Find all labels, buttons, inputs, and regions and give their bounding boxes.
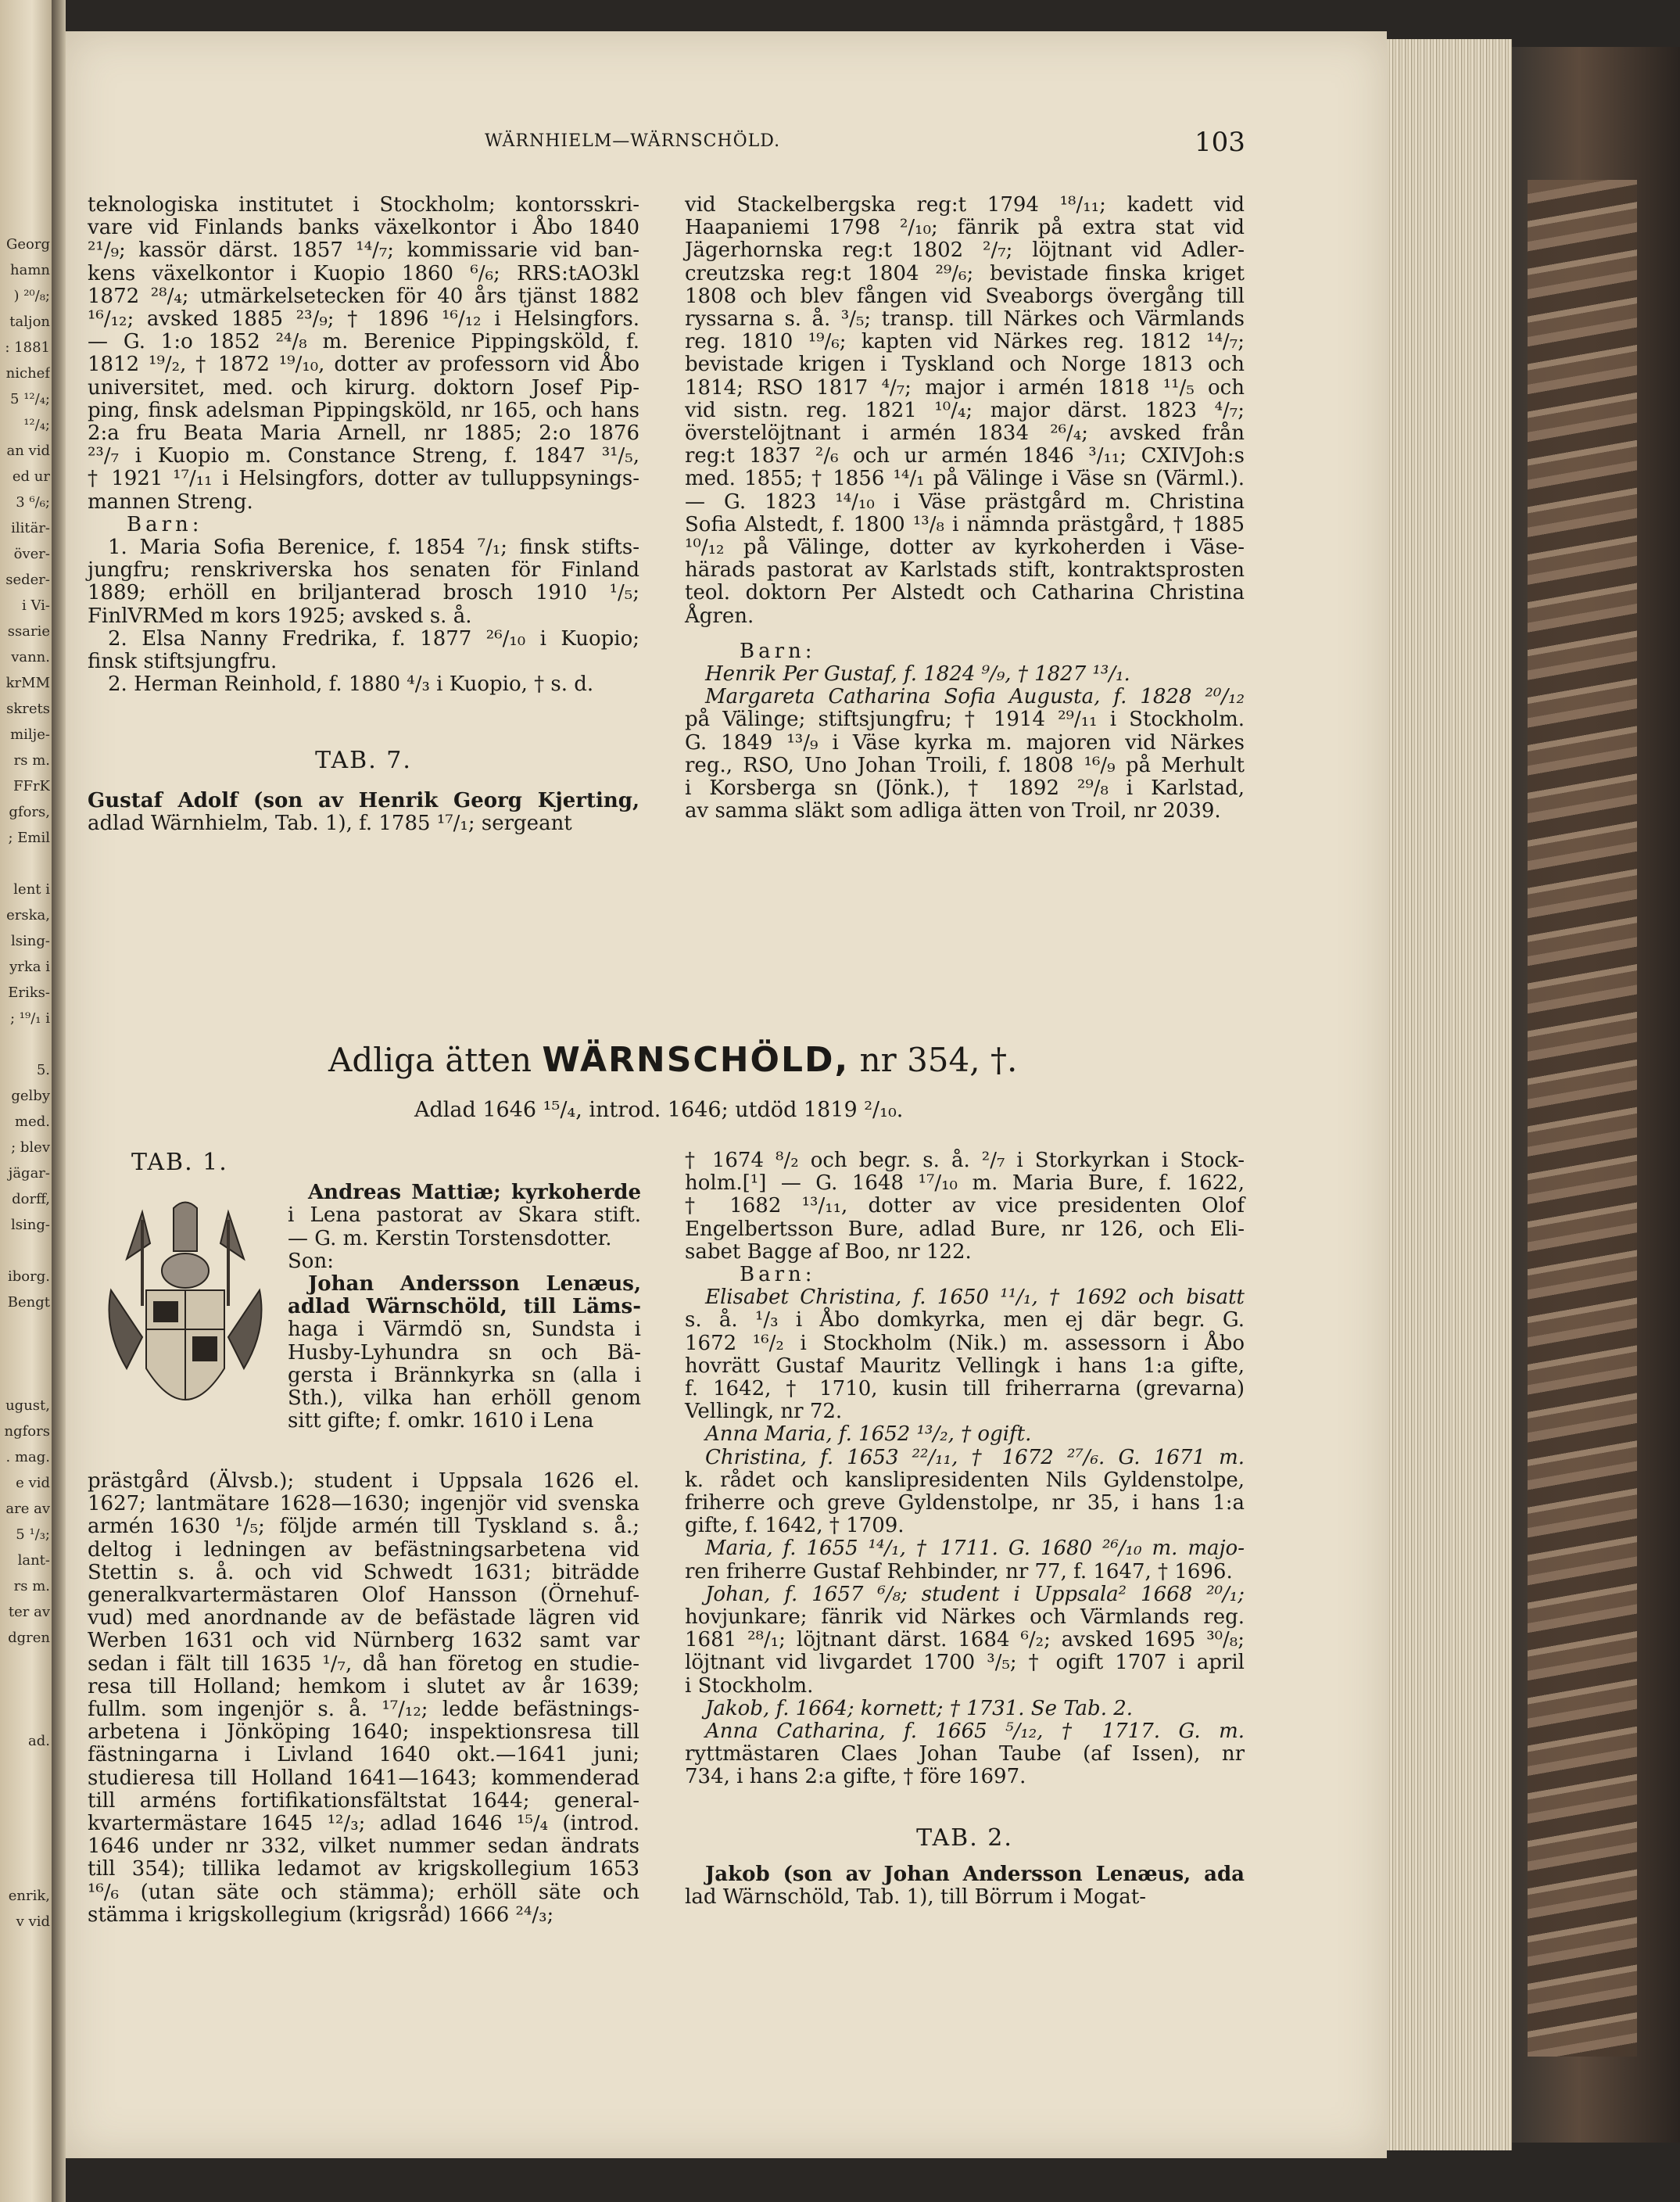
margin-fragment bbox=[0, 1809, 50, 1834]
tab6-line: 1812 ¹⁹/₂, † 1872 ¹⁹/₁₀, dotter av professorn vid Åbo bbox=[88, 353, 639, 377]
tab1-line: till 354); tillika ledamot av krigskollegium 1653 bbox=[88, 1857, 639, 1881]
family-subtitle: Adlad 1646 ¹⁵/₄, introd. 1646; utdöd 1819 ²/₁₀. bbox=[414, 1098, 904, 1122]
child-entry-line: jungfru; renskriverska hos senaten för Finland bbox=[88, 558, 639, 583]
tab6-line: ²¹/₉; kassör därst. 1857 ¹⁴/₇; kommissarie vid ban- bbox=[88, 238, 639, 263]
tab2-line: Jakob (son av Johan Andersson Lenæus, ada bbox=[705, 1862, 1245, 1886]
tab1-line: studieresa till Holland 1641—1643; kommenderad bbox=[88, 1766, 639, 1790]
margin-fragment: rs m. bbox=[13, 752, 50, 769]
margin-fragment: milje- bbox=[10, 726, 50, 743]
child-entry-line: friherre och greve Gyldenstolpe, nr 35, i hans 1:a bbox=[685, 1491, 1245, 1515]
tab1-line: Johan Andersson Lenæus, bbox=[308, 1272, 641, 1296]
tab1-line: kvartermästare 1645 ¹²/₃; adlad 1646 ¹⁵/₄ (introd. bbox=[88, 1812, 639, 1836]
tab1-line: fullm. som ingenjör s. å. ¹⁷/₁₂; ledde befästnings- bbox=[88, 1698, 639, 1722]
margin-fragment: ¹²/₄; bbox=[23, 417, 50, 433]
column-bottom-right bbox=[685, 1149, 1245, 1909]
tab1-line: holm.[¹] — G. 1648 ¹⁷/₁₀ m. Maria Bure, f. 1622, bbox=[685, 1171, 1245, 1196]
tab1-narrow-text bbox=[288, 1182, 641, 1433]
tab6-line: ²³/₇ i Kuopio m. Constance Streng, f. 1847 ³¹/₅, bbox=[88, 444, 639, 468]
margin-fragment bbox=[0, 1860, 50, 1886]
child-entry-line: Anna Catharina, f. 1665 ⁵/₁₂, † 1717. G. m. bbox=[705, 1720, 1245, 1744]
tab1-line: 1627; lantmätare 1628—1630; ingenjör vid svenska bbox=[88, 1492, 639, 1516]
tab7-line: teol. doktorn Per Alstedt och Catharina Christina bbox=[685, 581, 1245, 605]
child-entry-line: 1889; erhöll en briljanterad brosch 1910 ¹/₅; bbox=[88, 581, 639, 605]
child-entry-line: 1681 ²⁸/₁; löjtnant därst. 1684 ⁶/₂; avsked 1695 ³⁰/₈; bbox=[685, 1628, 1245, 1652]
margin-fragment: hamn bbox=[10, 262, 50, 278]
tab7-line: med. 1855; † 1856 ¹⁴/₁ på Välinge i Väse sn (Värml.). bbox=[685, 467, 1245, 491]
tab1-line: Andreas Mattiæ; kyrkoherde bbox=[308, 1181, 641, 1205]
tab1-line: sedan i fält till 1635 ¹/₇, då han företog en studie- bbox=[88, 1652, 639, 1676]
column-top-left bbox=[88, 194, 639, 835]
tab7-line: reg:t 1837 ²/₆ och ur armén 1846 ³/₁₁; CXIVJoh:s bbox=[685, 444, 1245, 468]
margin-fragment: Georg bbox=[6, 236, 50, 253]
margin-fragment: ) ²⁰/₈; bbox=[13, 288, 50, 304]
child-entry-line: Maria, f. 1655 ¹⁴/₁, † 1711. G. 1680 ²⁶/₁₀ m. majo- bbox=[705, 1537, 1245, 1561]
child-entry-line: FinlVRMed m kors 1925; avsked s. å. bbox=[88, 604, 472, 628]
margin-fragment: ugust, bbox=[5, 1397, 50, 1414]
child-entry-line: Johan, f. 1657 ⁶/₈; student i Uppsala² 1668 ²⁰/₁; bbox=[705, 1582, 1245, 1606]
margin-fragment: lant- bbox=[17, 1552, 50, 1569]
tab2-text bbox=[685, 1863, 1245, 1909]
tab6-line: ¹⁶/₁₂; avsked 1885 ²³/₉; † 1896 ¹⁶/₁₂ i Helsingfors. bbox=[88, 307, 639, 332]
margin-fragment: rs m. bbox=[13, 1578, 50, 1594]
tab7-line: Ågren. bbox=[685, 604, 754, 628]
running-title: WÄRNHIELM—WÄRNSCHÖLD. bbox=[485, 131, 781, 151]
margin-fragment: dgren bbox=[8, 1630, 50, 1646]
child-entry-line: 1. Maria Sofia Berenice, f. 1854 ⁷/₁; finsk stifts- bbox=[108, 536, 639, 560]
tab1-line: Stettin s. å. och vid Schwedt 1631; biträdde bbox=[88, 1560, 639, 1584]
tab1-line: 1646 under nr 332, vilket nummer sedan ändrats bbox=[88, 1834, 639, 1859]
tab1-line: haga i Värmdö sn, Sundsta i bbox=[288, 1318, 641, 1342]
margin-fragment: Bengt bbox=[7, 1294, 50, 1311]
child-entry-line: Anna Maria, f. 1652 ¹³/₂, † ogift. bbox=[705, 1422, 1032, 1447]
tab1-line: resa till Holland; hemkom i slutet av år 1639; bbox=[88, 1674, 639, 1698]
child-entry-line: i Stockholm. bbox=[685, 1673, 814, 1698]
tab7-heading: TAB. 7. bbox=[315, 747, 412, 775]
tab7-line: adlad Wärnhielm, Tab. 1), f. 1785 ¹⁷/₁; sergeant bbox=[88, 811, 572, 835]
margin-fragment: v vid bbox=[16, 1913, 50, 1930]
child-entry-line: 1672 ¹⁶/₂ i Stockholm (Nik.) m. assessorn i Åbo bbox=[685, 1331, 1245, 1355]
left-page-margin-text bbox=[0, 235, 50, 1938]
margin-fragment bbox=[0, 1344, 50, 1370]
margin-fragment: ilitär- bbox=[11, 520, 50, 536]
margin-fragment: vann. bbox=[11, 649, 50, 665]
child-entry-line: gifte, f. 1642, † 1709. bbox=[685, 1514, 904, 1538]
book-gutter bbox=[52, 0, 66, 2202]
tab6-line: universitet, med. och kirurg. doktorn Josef Pip- bbox=[88, 375, 639, 400]
tab1-wide-block bbox=[88, 1470, 639, 1927]
tab6-children bbox=[88, 536, 639, 696]
tab1-line: sabet Bagge af Boo, nr 122. bbox=[685, 1239, 972, 1264]
tab1-line: gersta i Brännkyrka sn (alla i bbox=[288, 1363, 641, 1387]
margin-fragment: lent i bbox=[13, 881, 50, 898]
barn-heading: Barn: bbox=[740, 639, 816, 663]
tab6-line: † 1921 ¹⁷/₁₁ i Helsingfors, dotter av tulluppsynings- bbox=[88, 467, 639, 491]
margin-fragment bbox=[0, 1318, 50, 1344]
tab1-line: till arméns fortifikationsfältstat 1644; general- bbox=[88, 1788, 639, 1813]
margin-fragment: i Vi- bbox=[22, 597, 50, 614]
tab1-line: stämma i krigskollegium (krigsråd) 1666 ²⁴/₃; bbox=[88, 1903, 554, 1927]
child-entry-line: ren friherre Gustaf Rehbinder, nr 77, f. 1647, † 1696. bbox=[685, 1559, 1233, 1583]
margin-fragment: 3 ⁶/₆; bbox=[16, 494, 50, 511]
tab7-line: reg. 1810 ¹⁹/₆; kapten vid Närkes reg. 1812 ¹⁴/₇; bbox=[685, 330, 1245, 354]
book-cover bbox=[1512, 47, 1680, 2143]
margin-fragment: ter av bbox=[8, 1604, 50, 1620]
margin-fragment: ssarie bbox=[7, 623, 50, 640]
left-page-fragment bbox=[0, 0, 53, 2202]
tab6-line: 2:a fru Beata Maria Arnell, nr 1885; 2:o 1876 bbox=[88, 421, 639, 446]
margin-fragment: gfors, bbox=[9, 804, 50, 820]
child-entry-line: 734, i hans 2:a gifte, † före 1697. bbox=[685, 1765, 1026, 1789]
child-entry-line: reg., RSO, Uno Johan Troili, f. 1808 ¹⁶/₉ på Merhult bbox=[685, 753, 1245, 777]
tab7-continuation bbox=[685, 194, 1245, 628]
tab6-line: — G. 1:o 1852 ²⁴/₈ m. Berenice Pippingsköld, f. bbox=[88, 330, 639, 354]
margin-fragment: dorff, bbox=[12, 1191, 50, 1207]
tab7-line: vid Stackelbergska reg:t 1794 ¹⁸/₁₁; kadett vid bbox=[685, 193, 1245, 217]
margin-fragment bbox=[0, 1654, 50, 1680]
tab7-line: 1808 och blev fången vid Sveaborgs övergång till bbox=[685, 284, 1245, 308]
child-entry-line: Vellingk, nr 72. bbox=[685, 1400, 843, 1424]
margin-fragment: taljon bbox=[9, 314, 50, 330]
margin-fragment bbox=[0, 1705, 50, 1731]
tab7-line: Haapaniemi 1798 ²/₁₀; fänrik på extra stat vid bbox=[685, 216, 1245, 240]
tab7-line: bevistade krigen i Tyskland och Norge 1813 och bbox=[685, 353, 1245, 377]
title-suffix: nr 354, †. bbox=[859, 1041, 1018, 1079]
margin-fragment: are av bbox=[5, 1501, 50, 1517]
tab7-line: Gustaf Adolf (son av Henrik Georg Kjerting, bbox=[88, 788, 639, 812]
title-prefix: Adliga ätten bbox=[328, 1041, 532, 1079]
family-section-title bbox=[328, 1040, 1017, 1080]
tab7-text bbox=[88, 790, 639, 835]
tab1-narrow-block bbox=[131, 1149, 641, 1433]
margin-fragment: an vid bbox=[6, 443, 50, 459]
tab1-line: prästgård (Älvsb.); student i Uppsala 1626 el. bbox=[88, 1469, 639, 1493]
tab1-line: Husby-Lyhundra sn och Bä- bbox=[288, 1340, 641, 1365]
tab1-line: generalkvartermästaren Olof Hansson (Örnehuf- bbox=[88, 1583, 639, 1608]
margin-fragment: iborg. bbox=[8, 1268, 50, 1285]
tab6-line: mannen Streng. bbox=[88, 490, 253, 514]
page-edges bbox=[1387, 39, 1512, 2150]
tab1-line: Son: bbox=[288, 1249, 334, 1273]
child-entry-line: finsk stiftsjungfru. bbox=[88, 650, 278, 674]
tab7-line: överstelöjtnant i armén 1834 ²⁶/₄; avsked från bbox=[685, 421, 1245, 446]
barn-heading: Barn: bbox=[740, 1263, 816, 1287]
tab1-line: Werben 1631 och vid Nürnberg 1632 samt var bbox=[88, 1629, 639, 1653]
margin-fragment: : 1881 bbox=[5, 339, 50, 356]
tab7-line: ryssarna s. å. ³/₅; transp. till Närkes och Värmlands bbox=[685, 307, 1245, 332]
tab7-line: härads pastorat av Karlstads stift, kontraktsprosten bbox=[685, 558, 1245, 583]
tab1-line: — G. m. Kerstin Torstensdotter. bbox=[288, 1226, 612, 1250]
margin-fragment: 5. bbox=[36, 1062, 50, 1078]
tab2-line: lad Wärnschöld, Tab. 1), till Börrum i Mogat- bbox=[685, 1885, 1147, 1910]
margin-fragment: nichef bbox=[5, 365, 50, 382]
margin-fragment: e vid bbox=[16, 1475, 50, 1491]
tab1-line: deltog i ledningen av befästningsarbetena vid bbox=[88, 1537, 639, 1562]
family-name: WÄRNSCHÖLD, bbox=[542, 1040, 850, 1080]
tab6-line: 1872 ²⁸/₄; utmärkelsetecken för 40 års tjänst 1882 bbox=[88, 284, 639, 308]
tab6-line: ping, finsk adelsman Pippingsköld, nr 165, och hans bbox=[88, 398, 639, 422]
margin-fragment: ad. bbox=[28, 1733, 50, 1749]
tab1-heading: TAB. 1. bbox=[131, 1149, 228, 1176]
margin-fragment: ngfors bbox=[4, 1423, 50, 1440]
tab7-line: — G. 1823 ¹⁴/₁₀ i Väse prästgård m. Christina bbox=[685, 490, 1245, 514]
tab1-line: sitt gifte; f. omkr. 1610 i Lena bbox=[288, 1409, 594, 1433]
margin-fragment bbox=[0, 1680, 50, 1705]
margin-fragment: jägar- bbox=[8, 1165, 50, 1182]
tab1-children bbox=[685, 1286, 1245, 1788]
child-entry-line: ryttmästaren Claes Johan Taube (af Issen), nr bbox=[685, 1742, 1245, 1766]
margin-fragment bbox=[0, 1783, 50, 1809]
child-entry-line: Christina, f. 1653 ²²/₁₁, † 1672 ²⁷/₆. G. 1671 m. bbox=[705, 1445, 1245, 1469]
tab6-line: teknologiska institutet i Stockholm; kontorsskri- bbox=[88, 193, 639, 217]
tab1-line: vud) med anordnande av de befästade lägren vid bbox=[88, 1606, 639, 1630]
child-entry-line: hovrätt Gustaf Mauritz Vellingk i hans 1:a gifte, bbox=[685, 1354, 1245, 1378]
margin-fragment: 5 ¹/₃; bbox=[16, 1526, 50, 1543]
child-entry-line: löjtnant vid livgardet 1700 ³/₅; † ogift 1707 i april bbox=[685, 1651, 1245, 1675]
tab6-continuation bbox=[88, 194, 639, 514]
margin-fragment: seder- bbox=[5, 572, 50, 588]
margin-fragment: ; blev bbox=[11, 1139, 50, 1156]
tab1-continuation bbox=[685, 1149, 1245, 1264]
child-entry-line: i Korsberga sn (Jönk.), † 1892 ²⁹/₈ i Karlstad, bbox=[685, 776, 1245, 801]
tab1-line: † 1682 ¹³/₁₁, dotter av vice presidenten Olof bbox=[685, 1194, 1245, 1218]
coat-of-arms-image bbox=[95, 1196, 275, 1439]
child-entry-line: 2. Elsa Nanny Fredrika, f. 1877 ²⁶/₁₀ i Kuopio; bbox=[108, 626, 639, 651]
margin-fragment: lsing- bbox=[11, 1217, 50, 1233]
tab1-line: adlad Wärnschöld, till Läms- bbox=[288, 1295, 641, 1319]
margin-fragment: skrets bbox=[6, 701, 50, 717]
tab7-children bbox=[685, 663, 1245, 823]
tab6-line: vare vid Finlands banks växelkontor i Åbo 1840 bbox=[88, 216, 639, 240]
child-entry-line: på Välinge; stiftsjungfru; † 1914 ²⁹/₁₁ i Stockholm. bbox=[685, 708, 1245, 732]
margin-fragment: yrka i bbox=[9, 959, 50, 975]
tab1-line: fästningarna i Livland 1640 okt.—1641 juni; bbox=[88, 1743, 639, 1767]
tab7-line: ¹⁰/₁₂ på Välinge, dotter av kyrkoherden i Väse- bbox=[685, 536, 1245, 560]
margin-fragment: . mag. bbox=[5, 1449, 50, 1465]
tab7-line: Jägerhornska reg:t 1802 ²/₇; löjtnant vid Adler- bbox=[685, 238, 1245, 263]
tab1-line: † 1674 ⁸/₂ och begr. s. å. ²/₇ i Storkyrkan i Stock- bbox=[685, 1149, 1245, 1172]
tab1-line: Engelbertsson Bure, adlad Bure, nr 126, och Eli- bbox=[685, 1217, 1245, 1241]
child-entry-line: 2. Herman Reinhold, f. 1880 ⁴/₃ i Kuopio, † s. d. bbox=[108, 672, 594, 697]
page-number: 103 bbox=[1195, 127, 1245, 158]
child-entry-line: Margareta Catharina Sofia Augusta, f. 1828 ²⁰/₁₂ bbox=[705, 685, 1245, 709]
child-entry-line: av samma släkt som adliga ätten von Troil, nr 2039. bbox=[685, 799, 1221, 823]
barn-heading: Barn: bbox=[127, 512, 203, 536]
child-entry-line: s. å. ¹/₃ i Åbo domkyrka, men ej där begr. G. bbox=[685, 1308, 1245, 1332]
margin-fragment: ed ur bbox=[12, 468, 50, 485]
margin-fragment bbox=[0, 1757, 50, 1783]
tab1-wide-text bbox=[88, 1470, 639, 1927]
margin-fragment: över- bbox=[13, 546, 50, 562]
margin-fragment: ; ¹⁹/₁ i bbox=[10, 1010, 50, 1027]
child-entry-line: Elisabet Christina, f. 1650 ¹¹/₁, † 1692 och bisatt bbox=[705, 1286, 1245, 1310]
tab1-line: armén 1630 ¹/₅; följde armén till Tyskland s. å.; bbox=[88, 1515, 639, 1539]
margin-fragment: erska, bbox=[6, 907, 50, 923]
child-entry-line: k. rådet och kanslipresidenten Nils Gyldenstolpe, bbox=[685, 1468, 1245, 1492]
column-top-right bbox=[685, 194, 1245, 823]
child-entry-line: f. 1642, † 1710, kusin till friherrarna (grevarna) bbox=[685, 1377, 1245, 1401]
margin-fragment bbox=[0, 1241, 50, 1267]
margin-fragment: ; Emil bbox=[8, 830, 50, 846]
child-entry-line: G. 1849 ¹³/₉ i Väse kyrka m. majoren vid Närkes bbox=[685, 730, 1245, 755]
child-entry-line: Henrik Per Gustaf, f. 1824 ⁹/₉, † 1827 ¹³/₁. bbox=[705, 662, 1130, 687]
tab2-heading: TAB. 2. bbox=[916, 1824, 1013, 1852]
margin-fragment: gelby bbox=[11, 1088, 50, 1104]
margin-fragment bbox=[0, 1834, 50, 1860]
margin-fragment: med. bbox=[15, 1114, 50, 1130]
tab1-line: ¹⁶/₆ (utan säte och stämma); erhöll säte och bbox=[88, 1880, 639, 1904]
child-entry-line: hovjunkare; fänrik vid Närkes och Värmlands reg. bbox=[685, 1605, 1245, 1630]
child-entry-line: Jakob, f. 1664; kornett; † 1731. Se Tab. 2. bbox=[705, 1696, 1134, 1720]
margin-fragment: lsing- bbox=[11, 933, 50, 949]
tab7-line: 1814; RSO 1817 ⁴/₇; major i armén 1818 ¹¹/₅ och bbox=[685, 375, 1245, 400]
margin-fragment bbox=[0, 1370, 50, 1396]
tab7-line: vid sistn. reg. 1821 ¹⁰/₄; major därst. 1823 ⁴/₇; bbox=[685, 398, 1245, 422]
tab7-line: Sofia Alstedt, f. 1800 ¹³/₈ i nämnda prästgård, † 1885 bbox=[685, 512, 1245, 536]
margin-fragment: FFrK bbox=[13, 778, 50, 794]
margin-fragment bbox=[0, 854, 50, 880]
margin-fragment: 5 ¹²/₄; bbox=[10, 391, 50, 407]
tab1-line: arbetena i Jönköping 1640; inspektionsresa till bbox=[88, 1720, 639, 1745]
tab1-line: i Lena pastorat av Skara stift. bbox=[288, 1203, 641, 1228]
margin-fragment bbox=[0, 1035, 50, 1060]
tab6-line: kens växelkontor i Kuopio 1860 ⁶/₆; RRS:tAO3kl bbox=[88, 261, 639, 285]
tab1-line: Sth.), vilka han erhöll genom bbox=[288, 1386, 641, 1411]
margin-fragment: enrik, bbox=[8, 1888, 50, 1904]
margin-fragment: Eriks- bbox=[8, 984, 50, 1001]
tab7-line: creutzska reg:t 1804 ²⁹/₆; bevistade finska kriget bbox=[685, 261, 1245, 285]
margin-fragment: krMM bbox=[5, 675, 50, 691]
